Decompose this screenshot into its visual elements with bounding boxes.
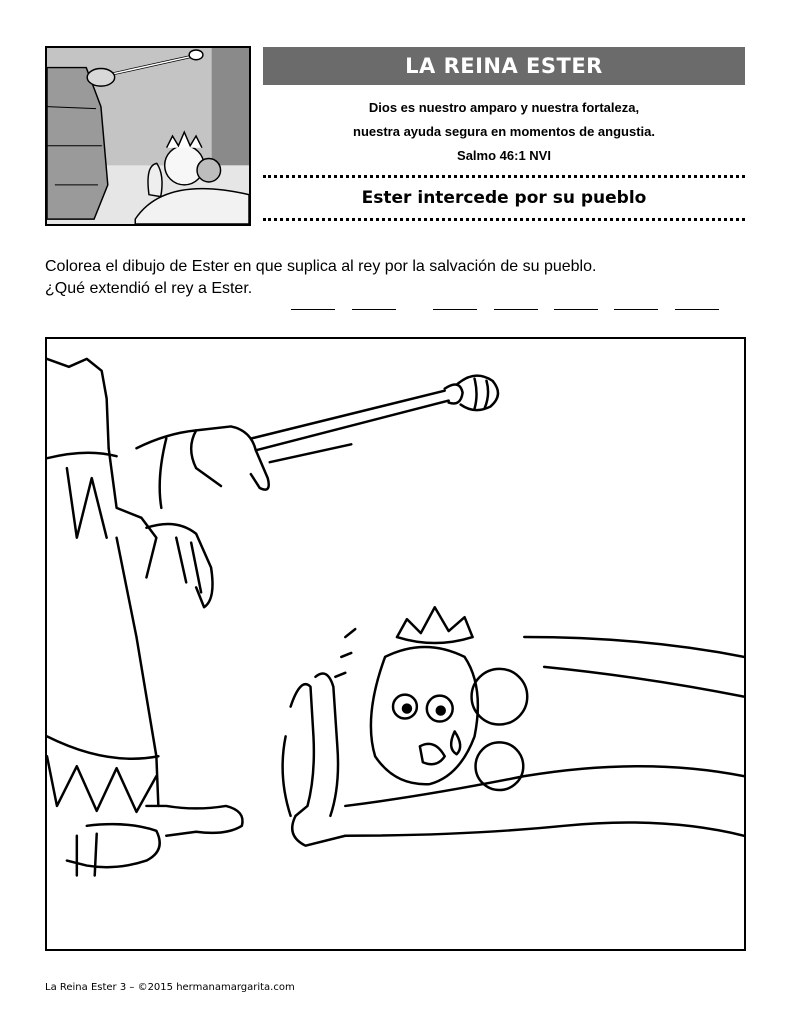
answer-blanks bbox=[0, 309, 791, 311]
answer-blank[interactable] bbox=[433, 309, 477, 310]
verse-line-1: Dios es nuestro amparo y nuestra fortaleza, bbox=[368, 100, 640, 115]
thumbnail-illustration bbox=[45, 46, 251, 226]
page-title: LA REINA ESTER bbox=[263, 47, 745, 85]
footer-credit: La Reina Ester 3 – ©2015 hermanamargarita.com bbox=[45, 982, 295, 993]
instruction-question: ¿Qué extendió el rey a Ester. bbox=[45, 280, 253, 297]
answer-blank[interactable] bbox=[675, 309, 719, 310]
lesson-subtitle: Ester intercede por su pueblo bbox=[361, 188, 647, 208]
instruction-line-1: Colorea el dibujo de Ester en que suplica al rey por la salvación de su pueblo. bbox=[45, 258, 597, 275]
thumbnail-drawing bbox=[47, 48, 249, 224]
verse-reference: Salmo 46:1 NVI bbox=[457, 148, 551, 163]
instructions bbox=[45, 256, 745, 300]
bible-verse bbox=[263, 96, 745, 168]
coloring-illustration bbox=[45, 337, 746, 951]
answer-blank[interactable] bbox=[614, 309, 658, 310]
dotted-divider-bottom bbox=[263, 218, 745, 221]
answer-blank[interactable] bbox=[554, 309, 598, 310]
answer-blank[interactable] bbox=[352, 309, 396, 310]
answer-blank[interactable] bbox=[494, 309, 538, 310]
answer-blank[interactable] bbox=[291, 309, 335, 310]
coloring-drawing bbox=[47, 339, 744, 949]
dotted-divider-top bbox=[263, 175, 745, 178]
verse-line-2: nuestra ayuda segura en momentos de angustia. bbox=[353, 124, 655, 139]
